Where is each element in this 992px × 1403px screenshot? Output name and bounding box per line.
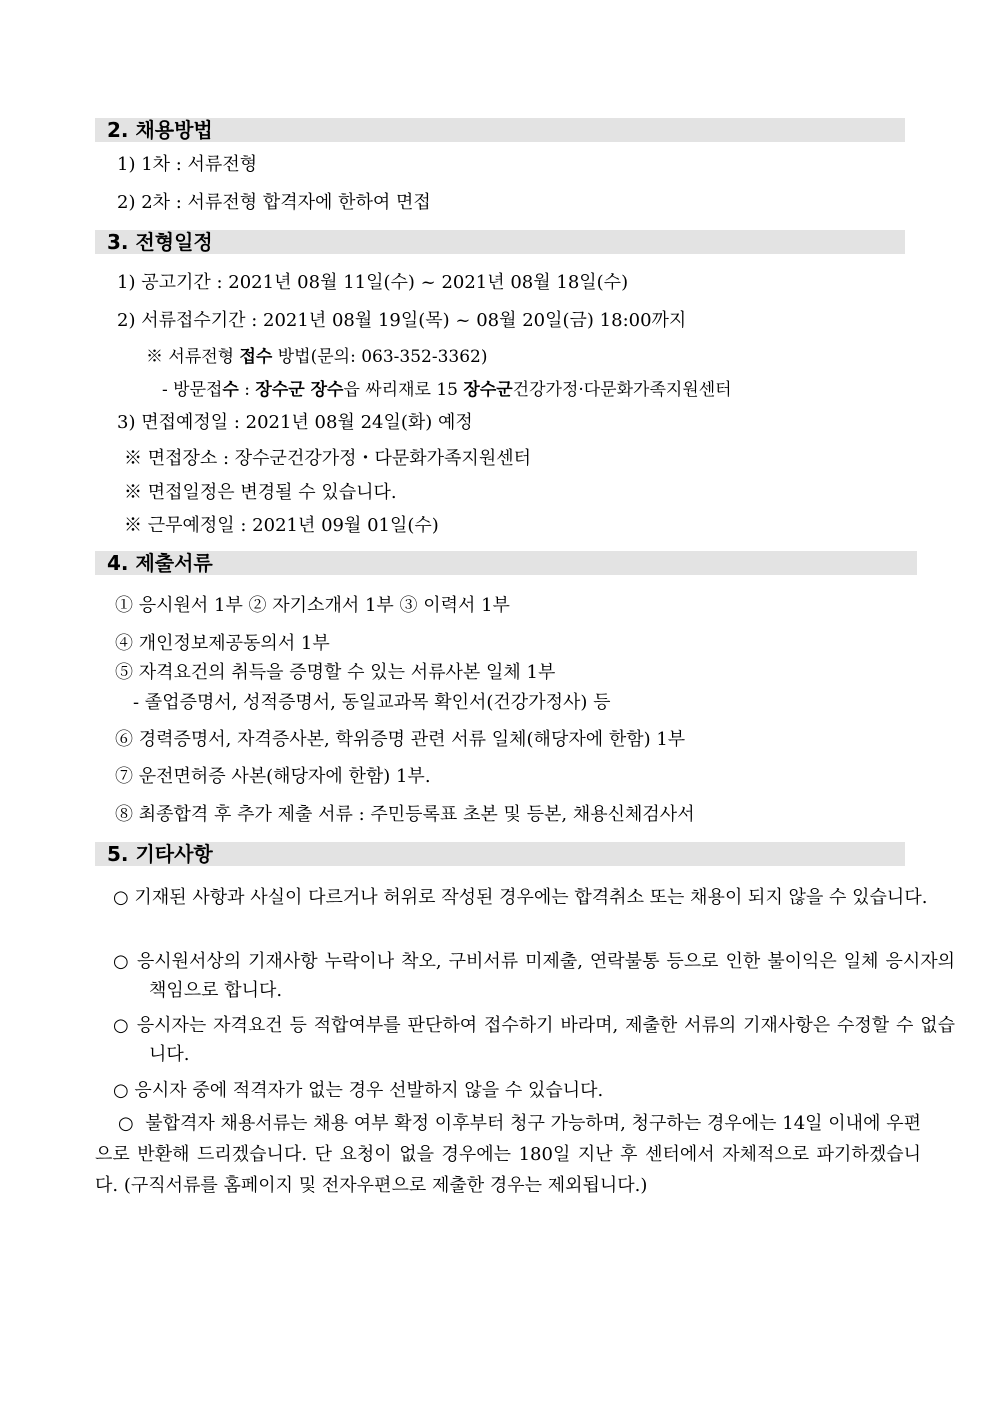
other-matter-1: ○ 기재된 사항과 사실이 다르거나 허위로 작성된 경우에는 합격취소 또는 채용이 되지 않을 수 있습니다. [113, 887, 928, 908]
document-submission-period: 2) 서류접수기간 : 2021년 08월 19일(목) ~ 08월 20일(금) 18:00까지 [117, 310, 687, 331]
interview-date: 3) 면접예정일 : 2021년 08월 24일(화) 예정 [117, 412, 473, 433]
method-step-2: 2) 2차 : 서류전형 합격자에 한하여 면접 [117, 192, 431, 213]
document-5: ⑤ 자격요건의 취득을 증명할 수 있는 서류사본 일체 1부 [115, 662, 556, 683]
document-5-detail: - 졸업증명서, 성적증명서, 동일교과목 확인서(건강가정사) 등 [133, 692, 611, 713]
other-matter-2: ○ 응시원서상의 기재사항 누락이나 착오, 구비서류 미제출, 연락불통 등으로 인한 불이익은 일체 응시자의 책임으로 합니다. [113, 951, 955, 1001]
visit-submission-address: - 방문접수 : 장수군 장수읍 싸리재로 15 장수군건강가정·다문화가족지원센터 [162, 380, 732, 400]
section-heading-required-documents: 4. 제출서류 [95, 551, 917, 575]
section-heading-schedule: 3. 전형일정 [95, 230, 905, 254]
document-8: ⑧ 최종합격 후 추가 제출 서류 : 주민등록표 초본 및 등본, 채용신체검사서 [115, 804, 695, 825]
announcement-period: 1) 공고기간 : 2021년 08월 11일(수) ~ 2021년 08월 18일(수) [117, 272, 629, 293]
submission-method-note: ※ 서류전형 접수 방법(문의: 063-352-3362) [146, 347, 488, 367]
section-heading-recruitment-method: 2. 채용방법 [95, 118, 905, 142]
document-6: ⑥ 경력증명서, 자격증사본, 학위증명 관련 서류 일체(해당자에 한함) 1부 [115, 729, 686, 750]
document-return-notice: ○ 불합격자 채용서류는 채용 여부 확정 이후부터 청구 가능하며, 청구하는 경우에는 14일 이내에 우편으로 반환해 드리겠습니다. 단 요청이 없을 경우에는 180일 지난 후 센터에서 자체적으로 파기하겠습니다. (구직서류를 홈페이지 및 전자우편으로 제출한 경우는 제외됩니다.) [95, 1113, 921, 1196]
section-heading-other-matters: 5. 기타사항 [95, 842, 905, 866]
document-7: ⑦ 운전면허증 사본(해당자에 한함) 1부. [115, 766, 431, 787]
document-4: ④ 개인정보제공동의서 1부 [115, 633, 330, 654]
interview-location-note: ※ 면접장소 : 장수군건강가정・다문화가족지원센터 [124, 448, 531, 469]
work-start-date-note: ※ 근무예정일 : 2021년 09월 01일(수) [124, 515, 439, 536]
interview-change-note: ※ 면접일정은 변경될 수 있습니다. [124, 482, 397, 503]
documents-1-to-3: ① 응시원서 1부 ② 자기소개서 1부 ③ 이력서 1부 [115, 595, 510, 616]
other-matter-3: ○ 응시자는 자격요건 등 적합여부를 판단하여 접수하기 바라며, 제출한 서류의 기재사항은 수정할 수 없습니다. [113, 1015, 955, 1065]
other-matter-4: ○ 응시자 중에 적격자가 없는 경우 선발하지 않을 수 있습니다. [113, 1080, 604, 1101]
method-step-1: 1) 1차 : 서류전형 [117, 154, 258, 175]
